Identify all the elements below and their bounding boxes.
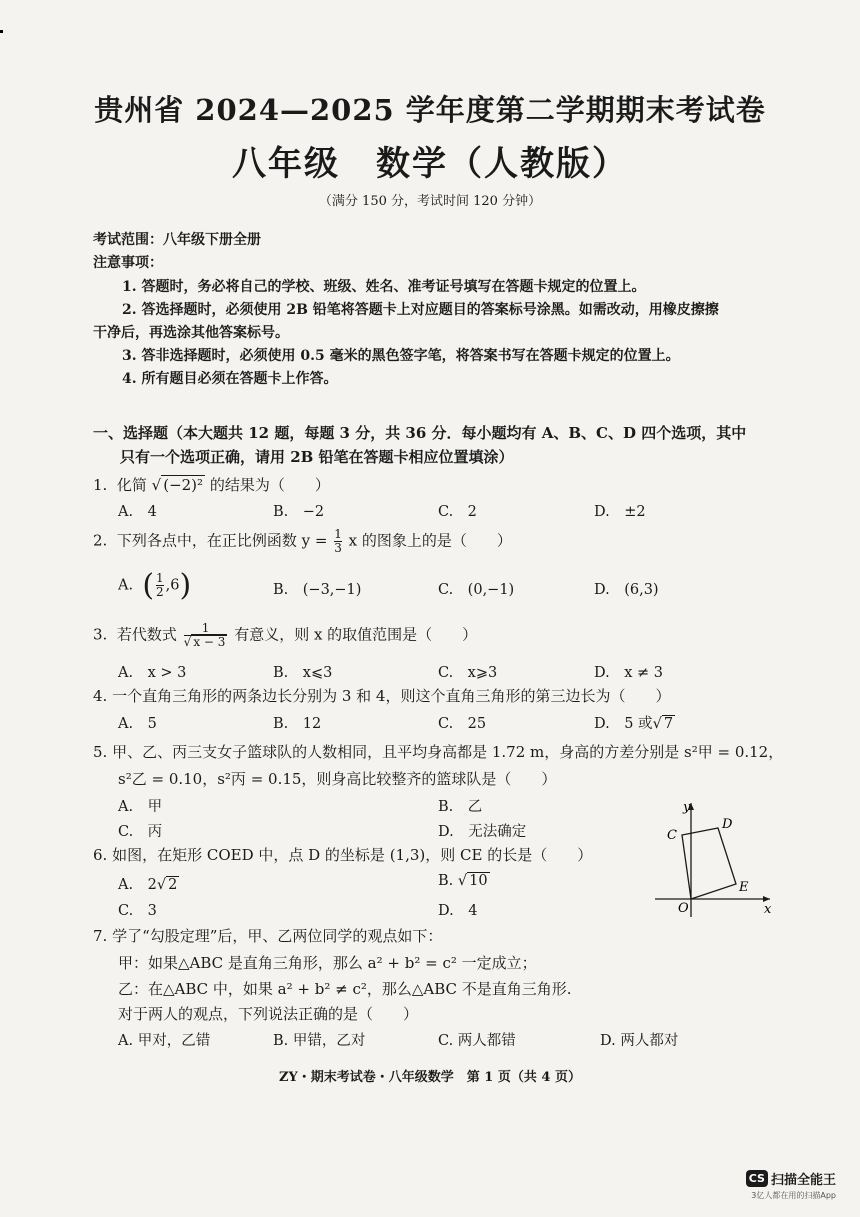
q4-option-a: A. 5 [118,716,157,732]
section1-heading: 一、选择题（本大题共 12 题，每题 3 分，共 36 分．每小题均有 A、B、C、D 四个选项，其中 [93,424,747,442]
question-3 [93,622,477,649]
notes-heading: 注意事项： [93,255,163,271]
q1-option-c: C. 2 [438,504,477,520]
q2-option-c: C. (0,−1) [438,582,515,598]
q7-statement-jia: 甲：如果△ABC 是直角三角形，那么 a² + b² = c² 一定成立； [118,954,537,972]
q1-option-a: A. 4 [118,504,157,520]
q1-stem: 化简 [116,476,147,494]
q2-option-a: A. ( $\frac{1}{2}$ ,6) [118,568,192,603]
label-c: C [667,828,677,843]
q4-option-d: D. 5 或√ 7 [594,716,674,732]
label-x: x [764,902,772,917]
question-1 [93,474,330,495]
q3-stem-end: 有意义，则 x 的取值范围是（ ） [234,625,478,644]
q4-option-c: C. 25 [438,716,487,732]
q5-option-b: B. 乙 [438,799,483,815]
q2-option-b: B. (−3,−1) [273,582,362,598]
q7-option-b: B. 甲错，乙对 [273,1033,366,1049]
q1-radicand: (−2)² [163,476,204,494]
brand-name: 扫描全能王 [770,1173,836,1188]
q5-option-c: C. 丙 [118,824,163,840]
q7-prompt: 对于两人的观点，下列说法正确的是（ ） [118,1005,419,1023]
question-5: 5. 甲、乙、丙三支女子篮球队的人数相同，且平均身高都是 1.72 m，身高的方差分别是 s²甲 = 0.12， [93,743,784,761]
q2-option-d: D. (6,3) [594,582,659,598]
q6-option-b: B. √ 10 [438,873,488,889]
q1-option-d: D. ±2 [594,504,646,520]
exam-title: 贵州省 2024—2025 学年度第二学期期末考试卷 [94,93,766,127]
label-y: y [683,800,691,815]
q7-option-c: C. 两人都错 [438,1033,516,1049]
q6-option-a: A. 2√ 2 [118,877,178,893]
q3-number: 3. [93,625,108,644]
q3-option-a: A. x > 3 [118,665,187,681]
question-2 [93,528,512,555]
note-3: 3. 答非选择题时，必须使用 0.5 毫米的黑色签字笔，将答案书写在答题卡规定的位置上。 [122,348,680,364]
scan-speck [0,30,3,33]
q2-fraction: $\frac{1}{3}$ [334,527,342,555]
q2-stem-end: x 的图象上的是（ ） [348,531,512,550]
exam-subtitle: 八年级 数学（人教版） [232,144,628,184]
score-info: （满分 150 分，考试时间 120 分钟） [318,194,542,209]
q4-option-b: B. 12 [273,716,322,732]
q2-stem: 下列各点中，在正比例函数 y = [116,531,328,550]
note-1: 1. 答题时，务必将自己的学校、班级、姓名、准考证号填写在答题卡规定的位置上。 [122,279,646,295]
q3-fraction: $\frac{1}{√ x - 3}$ [183,621,226,649]
q7-option-d: D. 两人都对 [600,1033,679,1049]
question-4: 4. 一个直角三角形的两条边长分别为 3 和 4，则这个直角三角形的第三边长为（ ） [93,687,671,705]
q3-stem: 若代数式 [116,625,177,644]
q1-option-b: B. −2 [273,504,325,520]
label-o: O [678,901,689,916]
q5-option-d: D. 无法确定 [438,824,527,840]
label-d: D [722,817,733,832]
rectangle-figure [650,795,780,920]
note-2-cont: 干净后，再选涂其他答案标号。 [93,325,289,341]
q5-option-a: A. 甲 [118,799,163,815]
q3-option-b: B. x⩽3 [273,665,333,681]
q2-number: 2. [93,531,108,550]
camscanner-logo-icon: CS [746,1170,768,1187]
q6-option-d: D. 4 [438,903,478,919]
q3-option-d: D. x ≠ 3 [594,665,663,681]
question-6: 6. 如图，在矩形 COED 中，点 D 的坐标是 (1,3)，则 CE 的长是（ ） [93,846,593,864]
sqrt-symbol: √ [151,476,162,494]
section1-heading-cont: 只有一个选项正确，请用 2B 铅笔在答题卡相应位置填涂） [120,448,514,466]
label-e: E [739,880,749,895]
question-5-cont: s²乙 = 0.10，s²丙 = 0.15，则身高比较整齐的篮球队是（ ） [118,770,557,788]
brand-tagline: 3亿人都在用的扫描App [751,1191,836,1200]
rectangle-coed [682,828,736,899]
q3-option-c: C. x⩾3 [438,665,498,681]
note-4: 4. 所有题目必须在答题卡上作答。 [122,371,338,387]
q7-option-a: A. 甲对，乙错 [118,1033,211,1049]
q1-number: 1. [93,476,108,494]
exam-scope: 考试范围：八年级下册全册 [93,232,261,248]
note-2: 2. 答选择题时，必须使用 2B 铅笔将答题卡上对应题目的答案标号涂黑。如需改动，用橡皮擦擦 [122,302,719,318]
q1-stem-end: 的结果为（ ） [209,476,330,494]
page-footer: ZY・期末考试卷・八年级数学 第 1 页（共 4 页） [279,1070,581,1085]
question-7: 7. 学了“勾股定理”后，甲、乙两位同学的观点如下： [93,927,443,945]
q6-option-c: C. 3 [118,903,157,919]
scanner-watermark [746,1168,836,1200]
q7-statement-yi: 乙：在△ABC 中，如果 a² + b² ≠ c²，那么△ABC 不是直角三角形. [118,980,572,998]
